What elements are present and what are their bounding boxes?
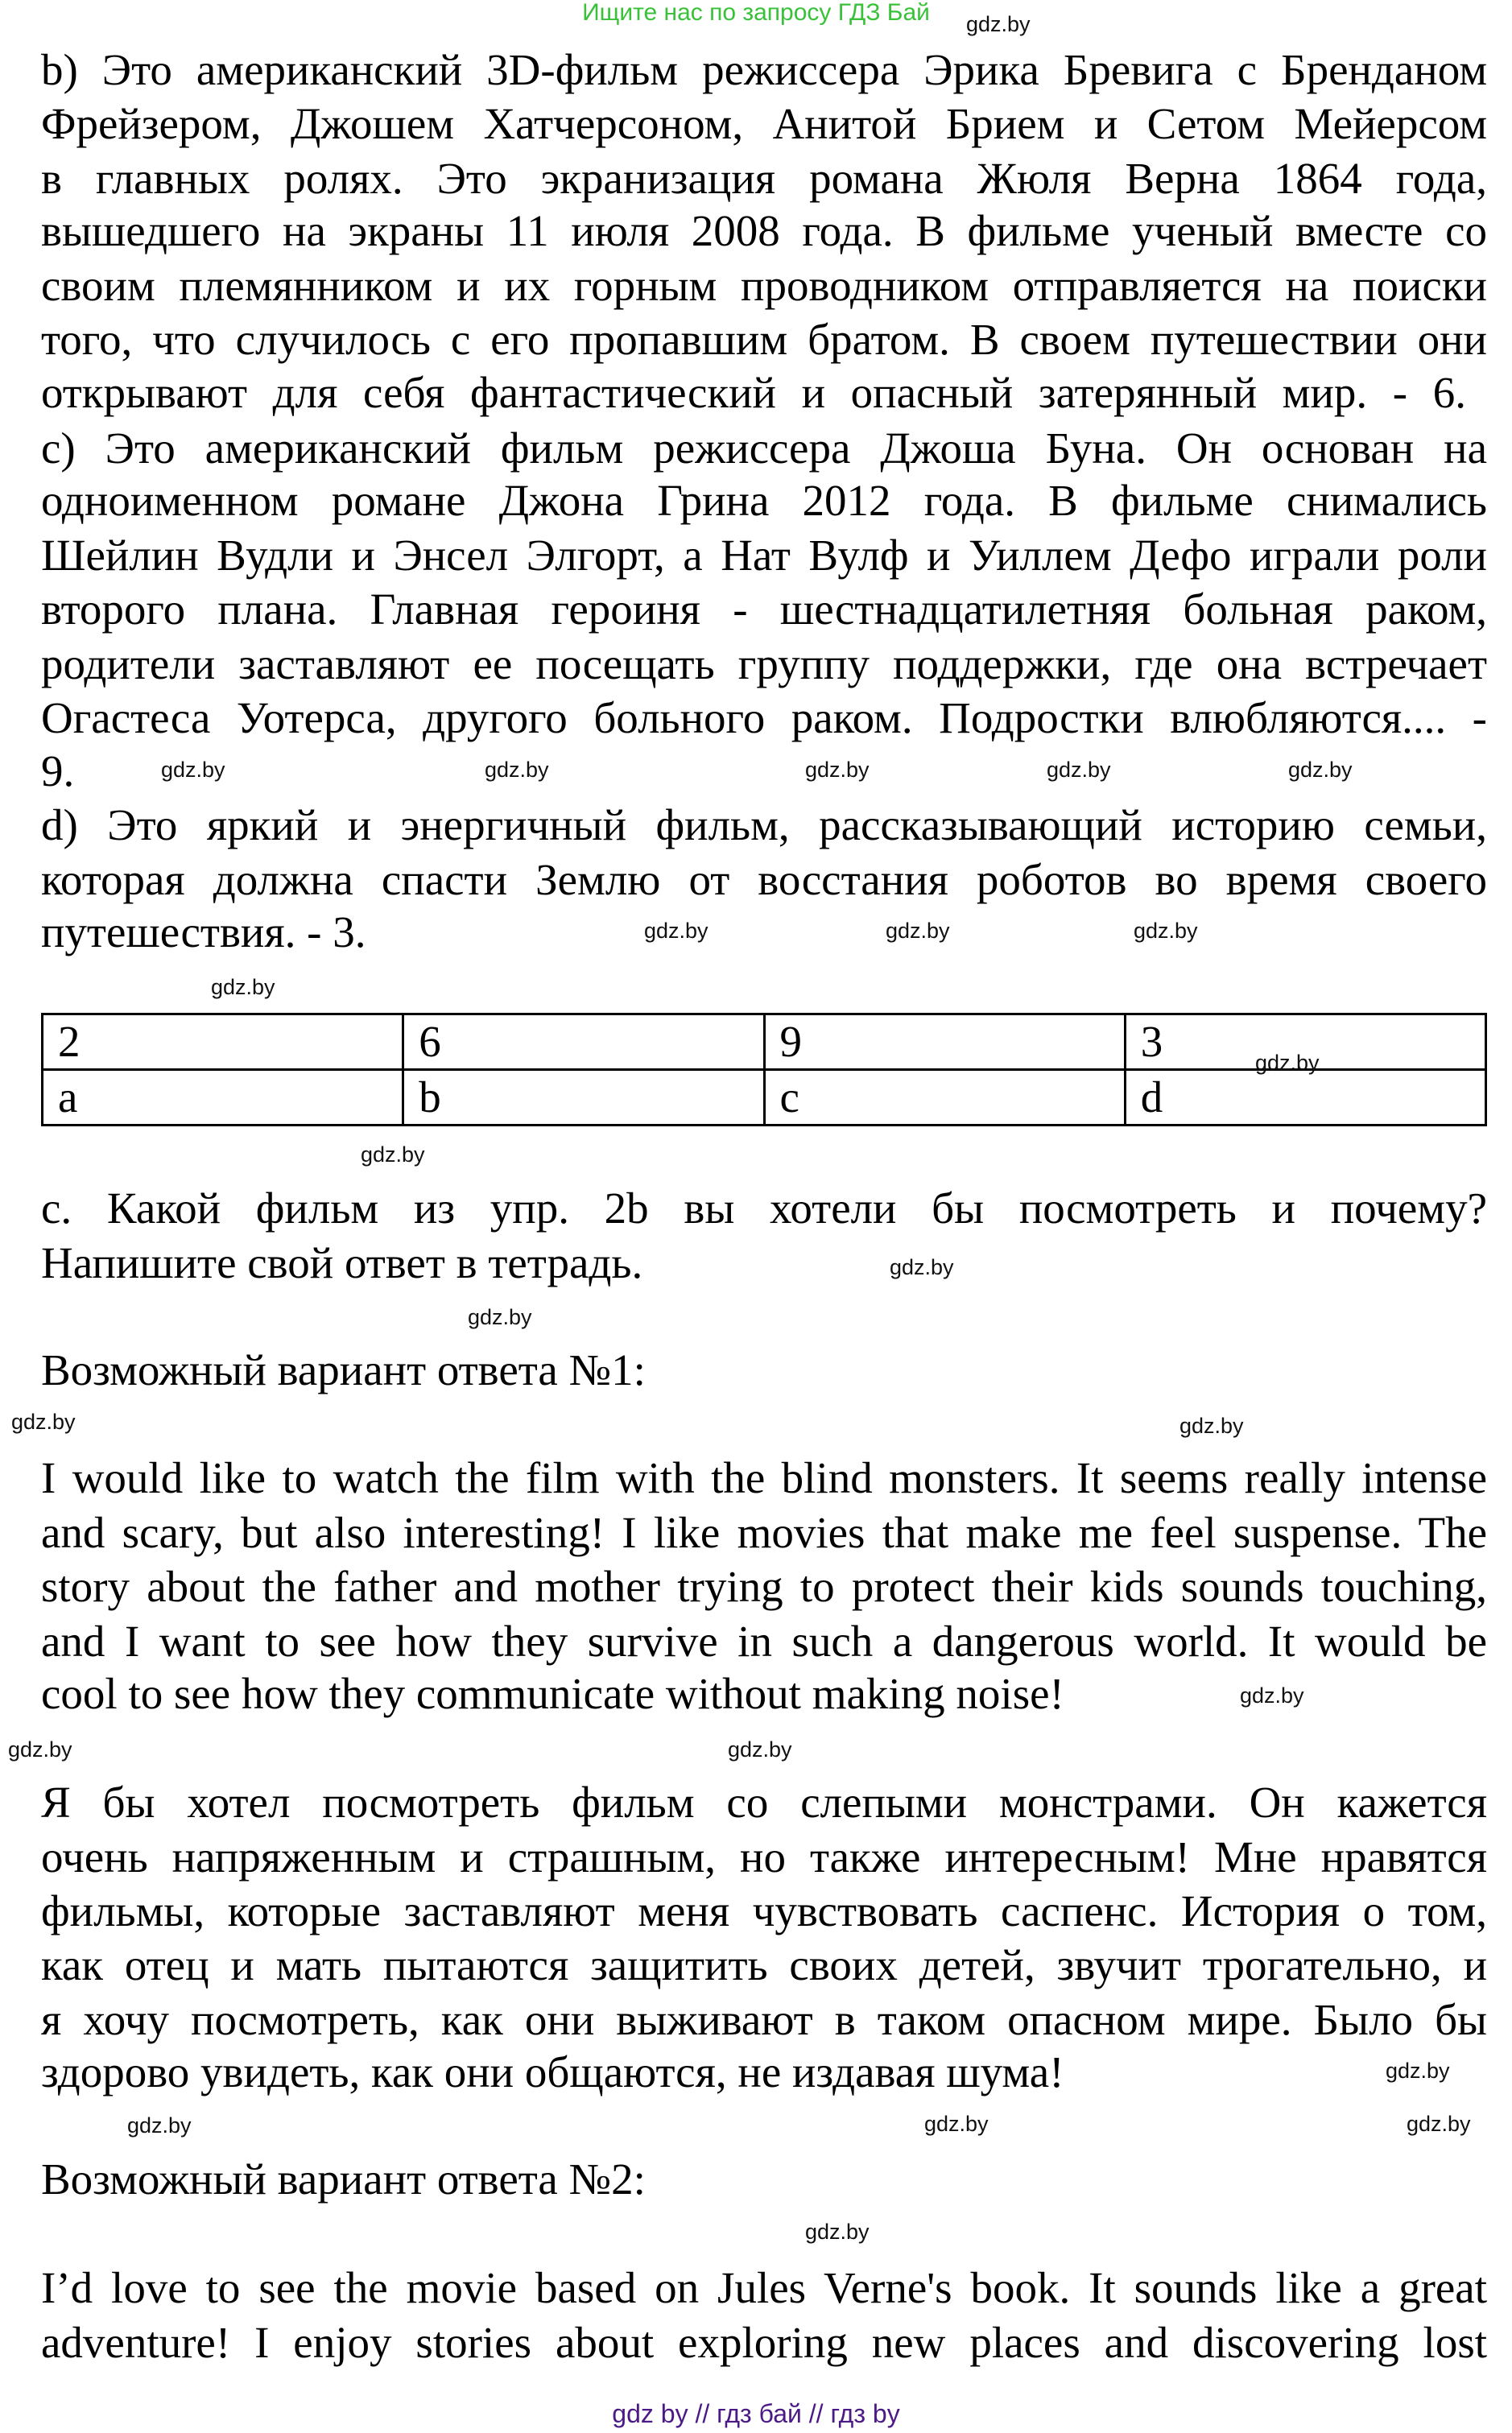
watermark: gdz.by	[924, 2112, 989, 2136]
text-line: story about the father and mother trying to protect their kids sounds touching,	[41, 1562, 1487, 1611]
table-cell: d	[1125, 1070, 1485, 1126]
text-line: как отец и мать пытаются защитить своих детей, звучит трогательно, и	[41, 1940, 1487, 1989]
watermark: gdz.by	[805, 2220, 870, 2244]
text-line: I’d love to see the movie based on Jules Verne's book. It sounds like a great	[41, 2263, 1487, 2312]
watermark: gdz.by	[805, 758, 870, 782]
text-line: в главных ролях. Это экранизация романа Жюля Верна 1864 года,	[41, 154, 1487, 203]
watermark: gdz.by	[485, 758, 549, 782]
watermark: gdz.by	[127, 2113, 192, 2138]
text-line: Я бы хотел посмотреть фильм со слепыми монстрами. Он кажется	[41, 1778, 1487, 1827]
task-text: Напишите свой ответ в тетрадь.	[41, 1238, 643, 1287]
watermark: gdz.by	[1386, 2059, 1450, 2083]
footer-links[interactable]: gdz by // гдз бай // гдз by	[612, 2399, 900, 2428]
watermark: gdz.by	[886, 919, 950, 943]
watermark: gdz.by	[1179, 1414, 1244, 1438]
watermark: gdz.by	[644, 919, 708, 943]
text-line: очень напряженным и страшным, но также интересным! Мне нравятся	[41, 1832, 1487, 1882]
table-cell: a	[43, 1070, 403, 1126]
watermark: gdz.by	[1047, 758, 1111, 782]
text-line: здорово увидеть, как они общаются, не издавая шума!	[41, 2047, 1064, 2096]
watermark: gdz.by	[361, 1142, 425, 1167]
text-line: d) Это яркий и энергичный фильм, рассказывающий историю семьи,	[41, 800, 1487, 849]
watermark: gdz.by	[1255, 1051, 1320, 1075]
text-line: and scary, but also interesting! I like movies that make me feel suspense. The	[41, 1508, 1487, 1557]
table-row	[43, 1070, 1486, 1126]
text-line: родители заставляют ее посещать группу поддержки, где она встречает	[41, 639, 1487, 688]
watermark: gdz.by	[890, 1255, 954, 1279]
table-cell: b	[403, 1070, 764, 1126]
watermark: gdz.by	[211, 975, 275, 999]
table-cell: c	[764, 1070, 1125, 1126]
watermark: gdz.by	[1288, 758, 1353, 782]
text-line: Фрейзером, Джошем Хатчерсоном, Анитой Брием и Сетом Мейерсом	[41, 99, 1487, 148]
text-line: открывают для себя фантастический и опасный затерянный мир. - 6.	[41, 368, 1466, 417]
text-line: того, что случилось с его пропавшим братом. В своем путешествии они	[41, 315, 1487, 364]
text-line: Огастеса Уотерса, другого больного раком. Подростки влюбляются.... -	[41, 693, 1487, 742]
text-line: фильмы, которые заставляют меня чувствовать саспенс. История о том,	[41, 1886, 1487, 1935]
answer-title: Возможный вариант ответа №1:	[41, 1345, 646, 1394]
text-line: второго плана. Главная героиня - шестнадцатилетняя больная раком,	[41, 584, 1487, 634]
text-line: c) Это американский фильм режиссера Джоша Буна. Он основан на	[41, 423, 1487, 473]
text-line: которая должна спасти Землю от восстания роботов во время своего	[41, 855, 1487, 904]
answer-title: Возможный вариант ответа №2:	[41, 2154, 646, 2204]
watermark: gdz.by	[1240, 1683, 1304, 1708]
text-line: cool to see how they communicate without making noise!	[41, 1669, 1064, 1718]
task-text: c. Какой фильм из упр. 2b вы хотели бы посмотреть и почему?	[41, 1183, 1487, 1233]
text-line: я хочу посмотреть, как они выживают в таком опасном мире. Было бы	[41, 1995, 1487, 2044]
table-cell: 3	[1125, 1014, 1485, 1070]
watermark: gdz.by	[1407, 2112, 1471, 2136]
watermark: gdz.by	[966, 12, 1031, 36]
text-line: adventure! I enjoy stories about exploring new places and discovering lost	[41, 2318, 1487, 2367]
table-cell: 6	[403, 1014, 764, 1070]
header-banner[interactable]: Ищите нас по запросу ГДЗ Бай	[582, 0, 930, 26]
text-line: b) Это американский 3D-фильм режиссера Эрика Бревига с Бренданом	[41, 45, 1487, 94]
text-line: 9.	[41, 746, 75, 795]
text-line: вышедшего на экраны 11 июля 2008 года. В фильме ученый вместе со	[41, 206, 1487, 255]
watermark: gdz.by	[161, 758, 225, 782]
watermark: gdz.by	[468, 1305, 532, 1329]
table-cell: 2	[43, 1014, 403, 1070]
watermark: gdz.by	[8, 1737, 72, 1762]
text-line: Шейлин Вудли и Энсел Элгорт, а Нат Вулф и Уиллем Дефо играли роли	[41, 531, 1487, 580]
text-line: I would like to watch the film with the blind monsters. It seems really intense	[41, 1453, 1487, 1502]
table-cell: 9	[764, 1014, 1125, 1070]
watermark: gdz.by	[728, 1737, 792, 1762]
text-line: and I want to see how they survive in such a dangerous world. It would be	[41, 1617, 1487, 1666]
text-line: своим племянником и их горным проводником отправляется на поиски	[41, 261, 1487, 310]
text-line: одноименном романе Джона Грина 2012 года. В фильме снимались	[41, 476, 1487, 525]
watermark: gdz.by	[11, 1410, 76, 1434]
text-line: путешествия. - 3.	[41, 907, 366, 956]
watermark: gdz.by	[1134, 919, 1198, 943]
